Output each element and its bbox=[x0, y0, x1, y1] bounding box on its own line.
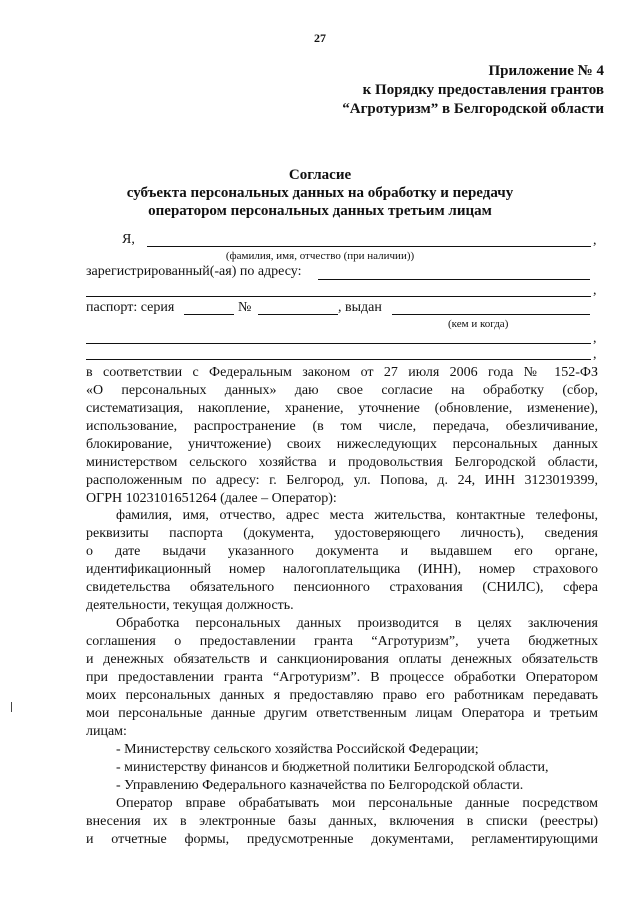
issued-comma-2: , bbox=[593, 347, 597, 362]
address-field-line-2[interactable] bbox=[86, 296, 591, 297]
third-parties-list bbox=[86, 741, 598, 795]
issued-comma-1: , bbox=[593, 331, 597, 346]
text-line: соглашения о предоставлении гранта “Агротуризм”, учета бюджетных bbox=[86, 634, 598, 649]
name-field-line[interactable] bbox=[147, 246, 591, 247]
text-line: и отчетные формы, предусмотренные документами, регламентирующими bbox=[86, 832, 598, 847]
passport-series-label: паспорт: серия bbox=[86, 300, 175, 315]
passport-number-line[interactable] bbox=[258, 314, 338, 315]
name-hint: (фамилия, имя, отчество (при наличии)) bbox=[225, 250, 415, 262]
address-comma: , bbox=[593, 283, 597, 298]
text-line: ОГРН 1023101651264 (далее – Оператор): bbox=[86, 491, 337, 506]
text-line: в соответствии с Федеральным законом от 27 июля 2006 года № 152-ФЗ bbox=[86, 365, 598, 380]
text-line: Оператор вправе обрабатывать мои персональные данные посредством bbox=[116, 796, 598, 811]
text-line: мои персональные данные другим ответственным лицам Оператора и третьим bbox=[86, 706, 598, 721]
text-line: Обработка персональных данных производится в целях заключения bbox=[116, 616, 598, 631]
operator-rights-paragraph bbox=[86, 795, 598, 849]
name-comma: , bbox=[593, 233, 597, 248]
i-label: Я, bbox=[122, 232, 135, 247]
text-line: блокирование, уничтожение) своих нижеследующих персональных данных bbox=[86, 437, 598, 452]
scan-mark bbox=[11, 702, 12, 712]
passport-series-line[interactable] bbox=[184, 314, 234, 315]
appendix-line-3: “Агротуризм” в Белгородской области bbox=[342, 101, 604, 117]
text-line: министерством сельского хозяйства и продовольствия Белгородской области, bbox=[86, 455, 598, 470]
appendix-line-2: к Порядку предоставления грантов bbox=[362, 82, 604, 98]
page-number: 27 bbox=[314, 31, 326, 45]
text-line: при предоставлении гранта “Агротуризм”. В процессе обработки Оператором bbox=[86, 670, 598, 685]
text-line: внесения их в электронные базы данных, включения в списки (реестры) bbox=[86, 814, 598, 829]
text-line: моих персональных данных я предоставляю право его работникам передавать bbox=[86, 688, 598, 703]
text-line: о дате выдачи указанного документа и выдавшем его органе, bbox=[86, 544, 598, 559]
text-line: свидетельства обязательного пенсионного страхования (СНИЛС), сфера bbox=[86, 580, 598, 595]
personal-data-list-paragraph bbox=[86, 507, 598, 615]
text-line: и денежных обязательств и санкционирования оплаты денежных обязательств bbox=[86, 652, 598, 667]
passport-number-sign: № bbox=[238, 300, 252, 315]
list-item: - Управлению Федерального казначейства по Белгородской области. bbox=[116, 778, 524, 793]
text-line: «О персональных данных» даю свое согласие на обработку (сбор, bbox=[86, 383, 598, 398]
list-item: - Министерству сельского хозяйства Российской Федерации; bbox=[116, 742, 479, 757]
title-line-3: оператором персональных данных третьим лицам bbox=[148, 203, 492, 219]
appendix-line-1: Приложение № 4 bbox=[488, 63, 604, 79]
text-line: фамилия, имя, отчество, адрес места жительства, контактные телефоны, bbox=[116, 508, 598, 523]
text-line: реквизиты паспорта (документа, удостоверяющего личность), сведения bbox=[86, 526, 598, 541]
consent-paragraph bbox=[86, 364, 598, 508]
processing-purpose-paragraph bbox=[86, 615, 598, 741]
registered-label: зарегистрированный(-ая) по адресу: bbox=[86, 264, 302, 279]
text-line: лицам: bbox=[86, 724, 127, 739]
text-line: деятельности, текущая должность. bbox=[86, 598, 294, 613]
issued-label: , выдан bbox=[338, 300, 382, 315]
text-line: расположенным по адресу: г. Белгород, ул. Попова, д. 24, ИНН 3123019399, bbox=[86, 473, 598, 488]
issued-line-2[interactable] bbox=[86, 343, 591, 344]
issued-hint: (кем и когда) bbox=[448, 318, 509, 330]
address-field-line-1[interactable] bbox=[318, 279, 590, 280]
issued-by-line[interactable] bbox=[392, 314, 590, 315]
text-line: использование, распространение (в том числе, передача, обезличивание, bbox=[86, 419, 598, 434]
issued-line-3[interactable] bbox=[86, 359, 591, 360]
title-line-2: субъекта персональных данных на обработку и передачу bbox=[126, 185, 514, 201]
title-line-1: Согласие bbox=[288, 167, 352, 183]
text-line: систематизация, накопление, хранение, уточнение (обновление, изменение), bbox=[86, 401, 598, 416]
text-line: идентификационный номер налогоплательщика (ИНН), номер страхового bbox=[86, 562, 598, 577]
list-item: - министерству финансов и бюджетной политики Белгородской области, bbox=[116, 760, 549, 775]
